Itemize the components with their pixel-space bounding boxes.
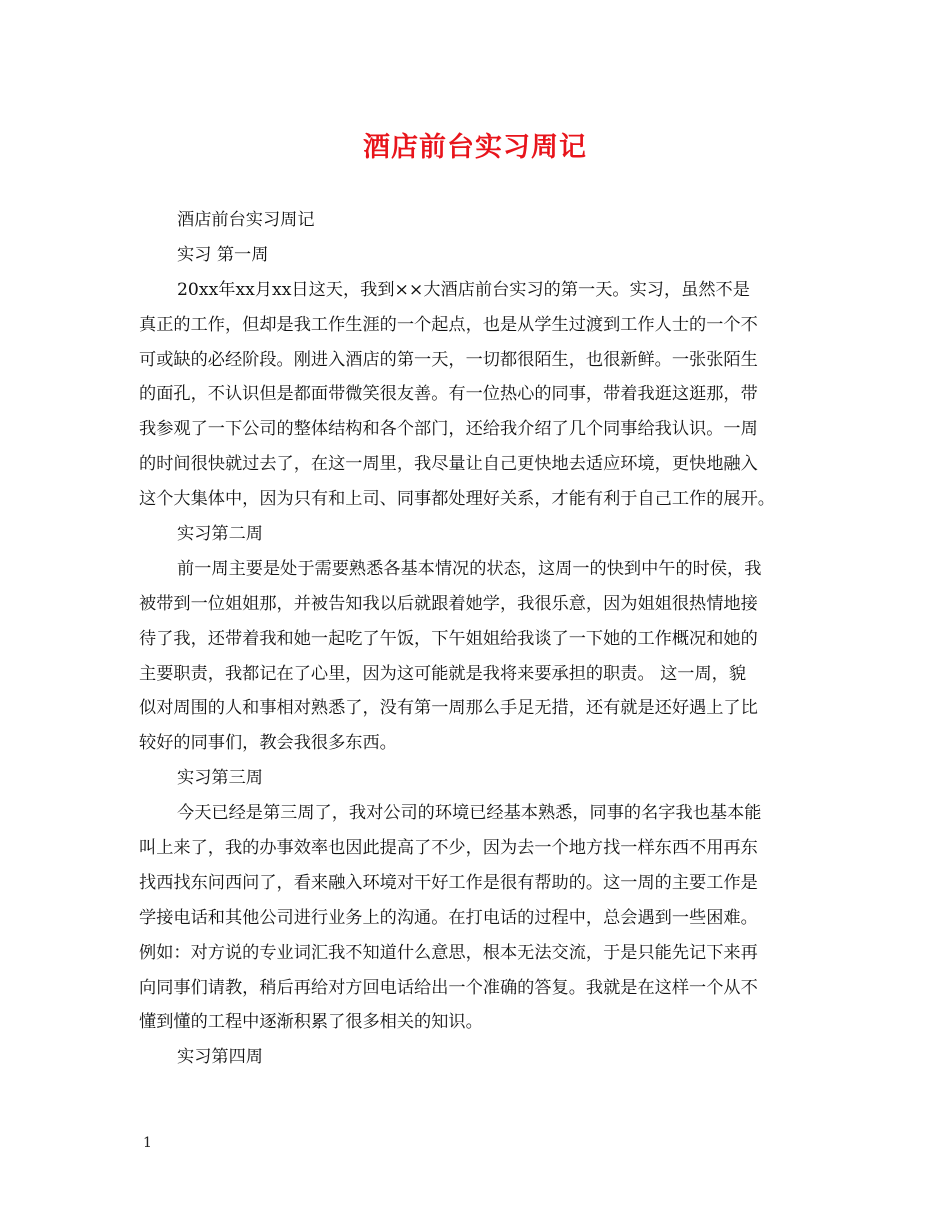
- text-line: 的时间很快就过去了，在这一周里，我尽量让自己更快地去适应环境，更快地融入: [139, 454, 758, 475]
- text-line: 较好的同事们，教会我很多东西。: [139, 733, 397, 754]
- text-line: 叫上来了，我的办事效率也因此提高了不少，因为去一个地方找一样东西不用再东: [139, 838, 758, 859]
- text-line: 的面孔，不认识但是都面带微笑很友善。有一位热心的同事，带着我逛这逛那，带: [139, 384, 758, 405]
- text-line: 主要职责，我都记在了心里，因为这可能就是我将来要承担的职责。 这一周，貌: [139, 663, 747, 684]
- document-title: 酒店前台实习周记: [363, 132, 587, 163]
- text-line: 被带到一位姐姐那，并被告知我以后就跟着她学，我很乐意，因为姐姐很热情地接: [139, 593, 758, 614]
- text-line: 可或缺的必经阶段。刚进入酒店的第一天，一切都很陌生，也很新鲜。一张张陌生: [139, 349, 758, 370]
- text-line: 今天已经是第三周了，我对公司的环境已经基本熟悉，同事的名字我也基本能: [177, 803, 762, 824]
- text-line: 这个大集体中，因为只有和上司、同事都处理好关系，才能有利于自己工作的展开。: [139, 489, 775, 510]
- text-line: 学接电话和其他公司进行业务上的沟通。在打电话的过程中，总会遇到一些困难。: [139, 907, 758, 928]
- document-body: [139, 203, 823, 1075]
- text-line: 20xx年xx月xx日这天，我到××大酒店前台实习的第一天。实习，虽然不是: [177, 279, 750, 300]
- text-line: 前一周主要是处于需要熟悉各基本情况的状态，这周一的快到中午的时侯，我: [177, 558, 762, 579]
- text-line: 酒店前台实习周记: [177, 210, 315, 230]
- text-line: 实习第三周: [177, 768, 263, 789]
- text-line: 实习第二周: [177, 524, 263, 545]
- text-line: 待了我，还带着我和她一起吃了午饭，下午姐姐给我谈了一下她的工作概况和她的: [139, 628, 758, 649]
- text-line: 找西找东问西问了，看来融入环境对干好工作是很有帮助的。这一周的主要工作是: [139, 872, 758, 893]
- page-number: 1: [143, 1135, 152, 1151]
- text-line: 实习 第一周: [177, 244, 269, 265]
- text-line: 懂到懂的工程中逐渐积累了很多相关的知识。: [139, 1012, 483, 1033]
- text-line: 真正的工作，但却是我工作生涯的一个起点，也是从学生过渡到工作人士的一个不: [139, 314, 758, 335]
- text-line: 我参观了一下公司的整体结构和各个部门，还给我介绍了几个同事给我认识。一周: [139, 419, 758, 440]
- text-line: 实习第四周: [177, 1047, 263, 1068]
- text-line: 向同事们请教，稍后再给对方回电话给出一个准确的答复。我就是在这样一个从不: [139, 977, 758, 998]
- text-line: 似对周围的人和事相对熟悉了，没有第一周那么手足无措，还有就是还好遇上了比: [139, 698, 758, 719]
- text-line: 例如：对方说的专业词汇我不知道什么意思，根本无法交流，于是只能先记下来再: [139, 942, 758, 963]
